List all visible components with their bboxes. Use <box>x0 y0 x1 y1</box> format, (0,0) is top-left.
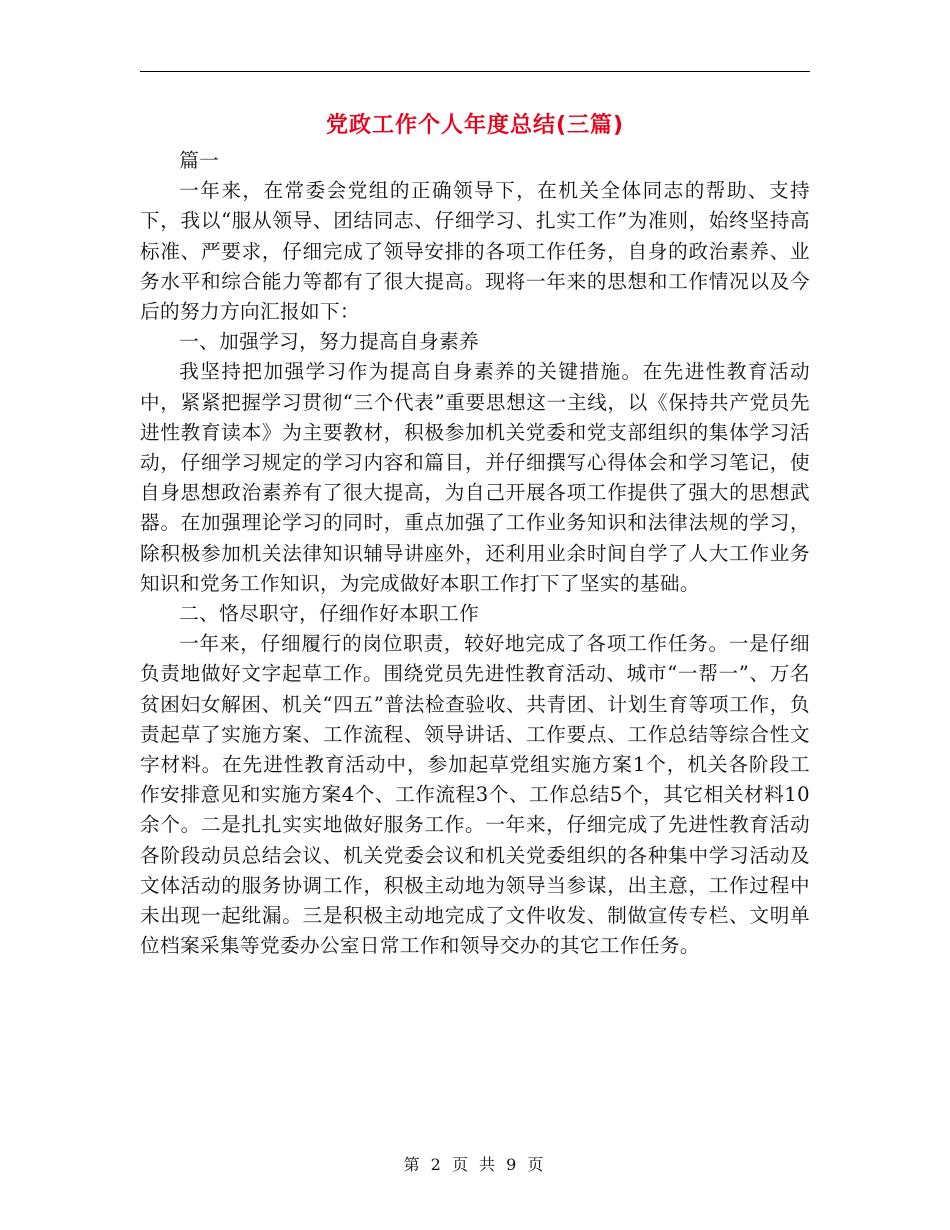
document-body <box>140 146 810 961</box>
header-rule <box>140 71 810 72</box>
section-label: 篇一 <box>179 149 220 172</box>
intro-paragraph: 一年来，在常委会党组的正确领导下，在机关全体同志的帮助、支持下，我以“服从领导、团结同志、仔细学习、扎实工作”为准则，始终坚持高标准、严要求，仔细完成了领导安排的各项工作任务，自身的政治素养、业务水平和综合能力等都有了很大提高。现将一年来的思想和工作情况以及今后的努力方向汇报如下： <box>140 179 810 324</box>
document-title: 党政工作个人年度总结(三篇) <box>325 113 625 138</box>
section-heading-1: 一、加强学习，努力提高自身素养 <box>179 330 480 354</box>
section-heading-2: 二、恪尽职守，仔细作好本职工作 <box>179 602 480 626</box>
body-paragraph-1: 我坚持把加强学习作为提高自身素养的关键措施。在先进性教育活动中，紧紧把握学习贯彻“三个代表”重要思想这一主线，以《保持共产党员先进性教育读本》为主要教材，积极参加机关党委和党支部组织的集体学习活动，仔细学习规定的学习内容和篇目，并仔细撰写心得体会和学习笔记，使自身思想政治素养有了很大提高，为自己开展各项工作提供了强大的思想武器。在加强理论学习的同时，重点加强了工作业务知识和法律法规的学习，除积极参加机关法律知识辅导讲座外，还利用业余时间自学了人大工作业务知识和党务工作知识，为完成做好本职工作打下了坚实的基础。 <box>140 360 810 595</box>
body-paragraph-2: 一年来，仔细履行的岗位职责，较好地完成了各项工作任务。一是仔细负责地做好文字起草工作。围绕党员先进性教育活动、城市“一帮一”、万名贫困妇女解困、机关“四五”普法检查验收、共青团、计划生育等项工作，负责起草了实施方案、工作流程、领导讲话、工作要点、工作总结等综合性文字材料。在先进性教育活动中，参加起草党组实施方案1个，机关各阶段工作安排意见和实施方案4个、工作流程3个、工作总结5个，其它相关材料10余个。二是扎扎实实地做好服务工作。一年来，仔细完成了先进性教育活动各阶段动员总结会议、机关党委会议和机关党委组织的各种集中学习活动及文体活动的服务协调工作，积极主动地为领导当参谋，出主意，工作过程中未出现一起纰漏。三是积极主动地完成了文件收发、制做宣传专栏、文明单位档案采集等党委办公室日常工作和领导交办的其它工作任务。 <box>140 632 810 958</box>
page-number-footer: 第 2 页 共 9 页 <box>403 1155 547 1174</box>
